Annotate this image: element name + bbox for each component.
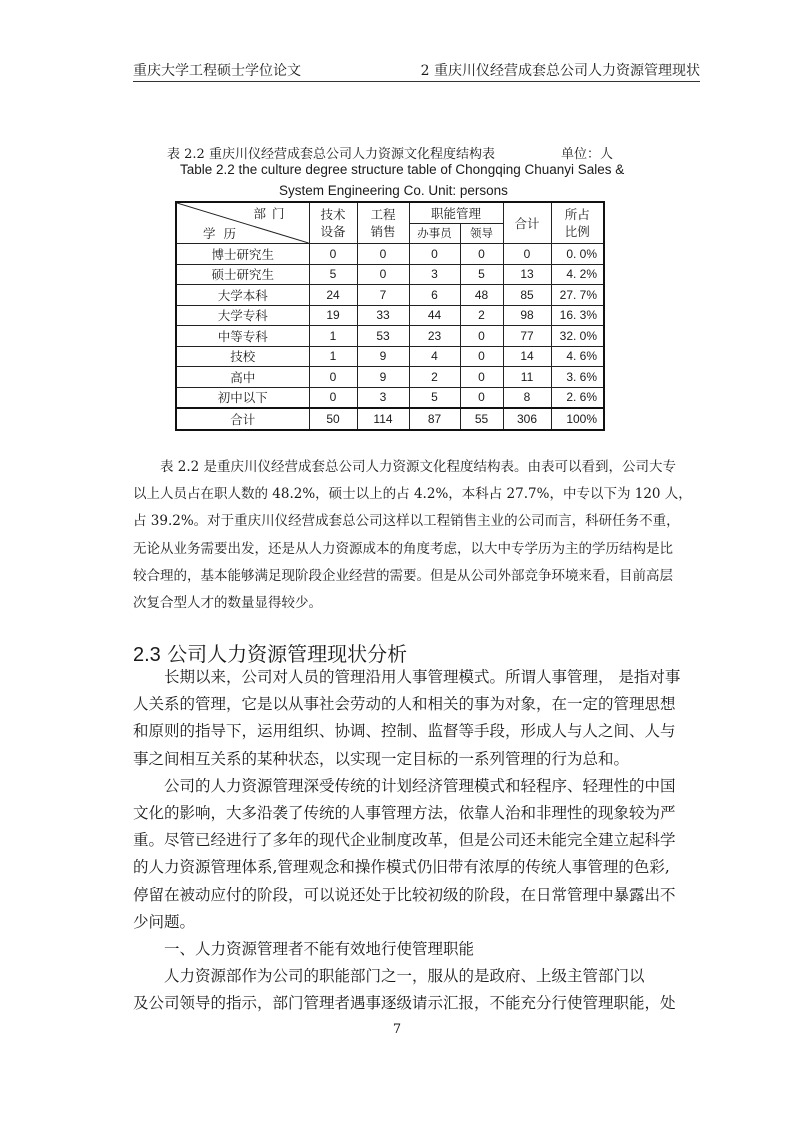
body-line: 的人力资源管理体系,管理观念和操作模式仍旧带有浓厚的传统人事管理的色彩, [133,858,670,877]
cell-total: 85 [503,285,551,306]
cell-pct: 3. 6% [551,367,604,388]
body-line: 少问题。 [133,912,196,931]
table-caption-zh: 表 2.2 重庆川仪经营成套总公司人力资源文化程度结构表 [167,147,495,162]
cell-lead: 2 [460,305,503,326]
paragraph-line: 占 39.2%。对于重庆川仪经营成套总公司这样以工程销售主业的公司而言，科研任务不重， [133,513,680,530]
table-total-row [176,408,604,430]
paragraph-line: 次复合型人才的数量显得较少。 [133,595,322,612]
cell-lead: 0 [460,387,503,408]
cell-lead: 5 [460,264,503,285]
table-caption-en-line1: Table 2.2 the culture degree structure table of Chongqing Chuanyi Sales & [180,162,625,177]
cell-tech: 0 [309,387,357,408]
table-discussion-paragraph [133,454,700,617]
body-line: 事之间相互关系的某种状态，以实现一定目标的一系列管理的行为总和。 [133,749,630,768]
cell-lead: 55 [460,408,503,430]
col-header-func-lead: 领导 [460,223,503,244]
cell-eng: 0 [357,244,409,265]
body-line: 停留在被动应付的阶段，可以说还处于比较初级的阶段，在日常管理中暴露出不 [133,885,676,904]
table-row [176,285,604,306]
paragraph-line: 以上人员占在职人数的 48.2%，硕士以上的占 4.2%，本科占 27.7%，中专以下为 120 人， [133,486,692,503]
cell-lead: 0 [460,367,503,388]
row-label: 高中 [176,367,309,388]
cell-lead: 0 [460,346,503,367]
table-row [176,264,604,285]
cell-pct: 16. 3% [551,305,604,326]
cell-pct: 100% [551,408,604,430]
header-thesis-title: 重庆大学工程硕士学位论文 [133,63,301,79]
cell-eng: 0 [357,264,409,285]
cell-total: 306 [503,408,551,430]
paragraph-line: 表 2.2 是重庆川仪经营成套总公司人力资源文化程度结构表。由表可以看到，公司大专 [160,459,677,475]
table-caption-unit: 单位：人 [561,147,614,162]
table-row [176,305,604,326]
cell-pct: 0. 0% [551,244,604,265]
page-header [133,60,700,82]
cell-tech: 24 [309,285,357,306]
corner-header-dept: 部门 [253,206,291,221]
row-label: 初中以下 [176,387,309,408]
cell-eng: 33 [357,305,409,326]
table-body [176,244,604,409]
cell-total: 14 [503,346,551,367]
body-line: 重。尽管已经进行了多年的现代企业制度改革，但是公司还未能完全建立起科学 [133,831,676,850]
row-label: 合计 [176,408,309,430]
page-number: 7 [392,1022,402,1037]
row-label: 大学本科 [176,285,309,306]
table-row [176,387,604,408]
row-label: 硕士研究生 [176,264,309,285]
table-row [176,244,604,265]
cell-tech: 0 [309,367,357,388]
section-heading [133,638,407,667]
cell-staff: 4 [409,346,460,367]
body-line: 人关系的管理，它是以从事社会劳动的人和相关的事为对象，在一定的管理思想 [133,695,676,714]
cell-total: 0 [503,244,551,265]
cell-tech: 1 [309,346,357,367]
table-row [176,346,604,367]
header-chapter-title: 2 重庆川仪经营成套总公司人力资源管理现状 [420,63,700,79]
cell-tech: 0 [309,244,357,265]
col-header-func-staff: 办事员 [409,223,460,244]
body-line: 和原则的指导下，运用组织、协调、控制、监督等手段，形成人与人之间、人与 [133,722,676,741]
col-header-pct: 所占比例 [551,202,604,244]
cell-pct: 4. 6% [551,346,604,367]
cell-total: 98 [503,305,551,326]
subheading: 一、人力资源管理者不能有效地行使管理职能 [164,940,475,959]
table-caption-en-line2: System Engineering Co. Unit: persons [279,183,508,198]
cell-tech: 50 [309,408,357,430]
cell-pct: 2. 6% [551,387,604,408]
section-body [133,664,700,1018]
cell-eng: 114 [357,408,409,430]
cell-staff: 44 [409,305,460,326]
corner-header-education: 学历 [203,226,245,241]
cell-eng: 7 [357,285,409,306]
paragraph-line: 无论从业务需要出发，还是从人力资源成本的角度考虑，以大中专学历为主的学历结构是比 [133,540,673,557]
education-structure-table [175,201,605,431]
body-line: 长期以来，公司对人员的管理沿用人事管理模式。所谓人事管理， 是指对事 [164,668,681,686]
cell-staff: 0 [409,244,460,265]
cell-staff: 87 [409,408,460,430]
cell-pct: 32. 0% [551,326,604,347]
row-label: 博士研究生 [176,244,309,265]
cell-staff: 5 [409,387,460,408]
cell-tech: 5 [309,264,357,285]
cell-staff: 6 [409,285,460,306]
table-row [176,367,604,388]
cell-lead: 0 [460,326,503,347]
cell-total: 8 [503,387,551,408]
cell-lead: 0 [460,244,503,265]
cell-total: 77 [503,326,551,347]
paragraph-line: 较合理的，基本能够满足现阶段企业经营的需要。但是从公司外部竞争环境来看，目前高层 [133,567,673,584]
section-number: 2.3 [133,644,161,666]
cell-eng: 9 [357,367,409,388]
cell-total: 13 [503,264,551,285]
table-row [176,326,604,347]
cell-staff: 2 [409,367,460,388]
col-header-total: 合计 [503,202,551,244]
cell-eng: 9 [357,346,409,367]
cell-pct: 27. 7% [551,285,604,306]
col-header-eng: 工程销售 [357,202,409,244]
cell-tech: 19 [309,305,357,326]
row-label: 技校 [176,346,309,367]
header-rule [133,81,700,82]
table-corner-cell [176,202,309,244]
body-line: 文化的影响，大多沿袭了传统的人事管理方法，依靠人治和非理性的现象较为严 [133,804,676,823]
col-header-func: 职能管理 [409,202,503,223]
section-title-text: 公司人力资源管理现状分析 [167,642,408,666]
col-header-tech: 技术设备 [309,202,357,244]
cell-staff: 23 [409,326,460,347]
body-line: 人力资源部作为公司的职能部门之一，服从的是政府、上级主管部门以 [164,967,645,986]
row-label: 大学专科 [176,305,309,326]
row-label: 中等专科 [176,326,309,347]
cell-lead: 48 [460,285,503,306]
cell-pct: 4. 2% [551,264,604,285]
cell-staff: 3 [409,264,460,285]
body-line: 及公司领导的指示，部门管理者遇事逐级请示汇报，不能充分行使管理职能，处 [133,994,676,1013]
body-line: 公司的人力资源管理深受传统的计划经济管理模式和轻程序、轻理性的中国 [164,776,676,795]
cell-tech: 1 [309,326,357,347]
cell-total: 11 [503,367,551,388]
cell-eng: 3 [357,387,409,408]
cell-eng: 53 [357,326,409,347]
